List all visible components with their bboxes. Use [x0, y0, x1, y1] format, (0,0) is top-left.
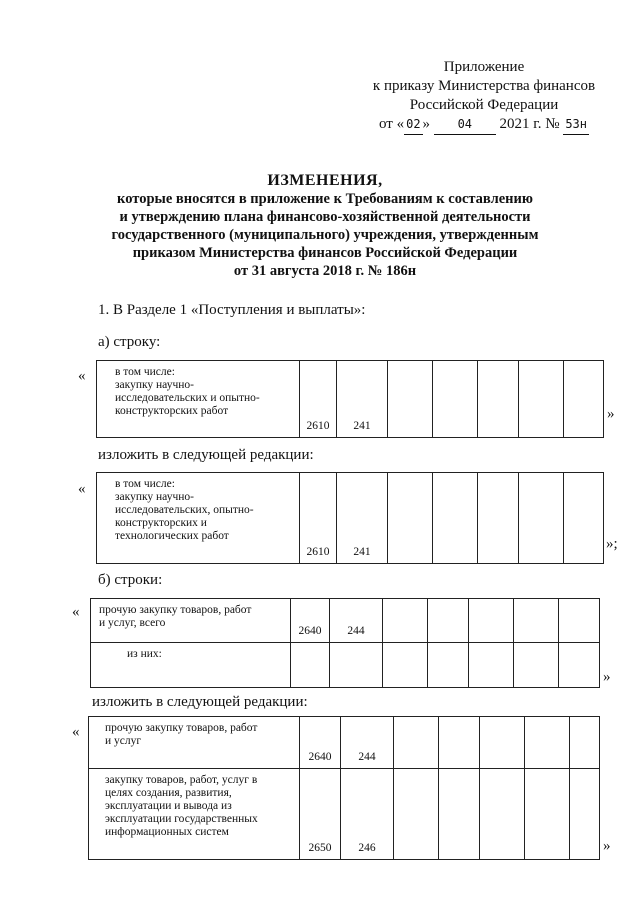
item-b-label: б) строки: — [98, 572, 163, 588]
section-heading: 1. В Разделе 1 «Поступления и выплаты»: — [98, 302, 366, 318]
quote-open: « — [78, 481, 86, 497]
title-line2: и утверждению плана финансово-хозяйственной деятельности — [119, 209, 531, 225]
appendix-date-line — [364, 115, 604, 135]
table-a-old-code2: 241 — [337, 361, 388, 438]
title-line5: от 31 августа 2018 г. № 186н — [233, 263, 417, 279]
table-a-new-code1: 2610 — [300, 473, 337, 564]
table-a-new — [96, 472, 604, 564]
quote-open: « — [78, 368, 86, 384]
appendix-line2: к приказу Министерства финансов — [372, 78, 596, 94]
table-b-old-row1-code2: 244 — [330, 599, 383, 643]
table-b-old-row1-desc: прочую закупку товаров, работ и услуг, всего — [91, 599, 291, 643]
quote-open: « — [72, 724, 80, 740]
table-b-new-row2-code1: 2650 — [300, 769, 341, 860]
table-a-new-desc: в том числе: закупку научно- исследовательских, опытно- конструкторских и технологических работ — [97, 473, 300, 564]
document-title — [60, 172, 590, 280]
title-line3: государственного (муниципального) учреждения, утвержденным — [111, 227, 539, 243]
table-b-new-row1-code1: 2640 — [300, 717, 341, 769]
quote-close: » — [603, 669, 611, 685]
table-b-old-row2-desc: из них: — [91, 643, 291, 688]
order-number: 53н — [563, 115, 589, 135]
table-b-old-row1-code1: 2640 — [291, 599, 330, 643]
table-a-old-code1: 2610 — [300, 361, 337, 438]
title-line4: приказом Министерства финансов Российской Федерации — [132, 245, 518, 261]
table-b-new — [88, 716, 600, 860]
replace-label-a: изложить в следующей редакции: — [98, 447, 314, 463]
item-a-label: а) строку: — [98, 334, 161, 350]
table-b-new-row1-desc: прочую закупку товаров, работ и услуг — [89, 717, 300, 769]
table-b-new-row1-code2: 244 — [341, 717, 394, 769]
quote-close: » — [603, 838, 611, 854]
date-month: 04 — [434, 115, 496, 135]
table-a-new-code2: 241 — [337, 473, 388, 564]
table-b-old — [90, 598, 600, 688]
table-b-new-row2-desc: закупку товаров, работ, услуг в целях создания, развития, эксплуатации и вывода из эксплуатации государственных информационных систем — [89, 769, 300, 860]
quote-open: « — [72, 604, 80, 620]
appendix-line1: Приложение — [443, 59, 525, 75]
table-b-new-row2-code2: 246 — [341, 769, 394, 860]
title-line1: которые вносятся в приложение к Требованиям к составлению — [117, 191, 533, 207]
date-year: 2021 г. № — [499, 116, 560, 132]
title-head: ИЗМЕНЕНИЯ, — [267, 172, 383, 189]
quote-close-semicolon: »; — [606, 536, 618, 552]
table-a-old — [96, 360, 604, 438]
appendix-block — [364, 58, 604, 135]
date-day: 02 — [404, 115, 422, 135]
date-prefix: от « — [378, 116, 405, 132]
date-mid: » — [422, 116, 431, 132]
quote-close: » — [607, 406, 615, 422]
replace-label-b: изложить в следующей редакции: — [92, 694, 308, 710]
appendix-line3: Российской Федерации — [409, 97, 559, 113]
table-a-old-desc: в том числе: закупку научно- исследовательских и опытно- конструкторских работ — [97, 361, 300, 438]
